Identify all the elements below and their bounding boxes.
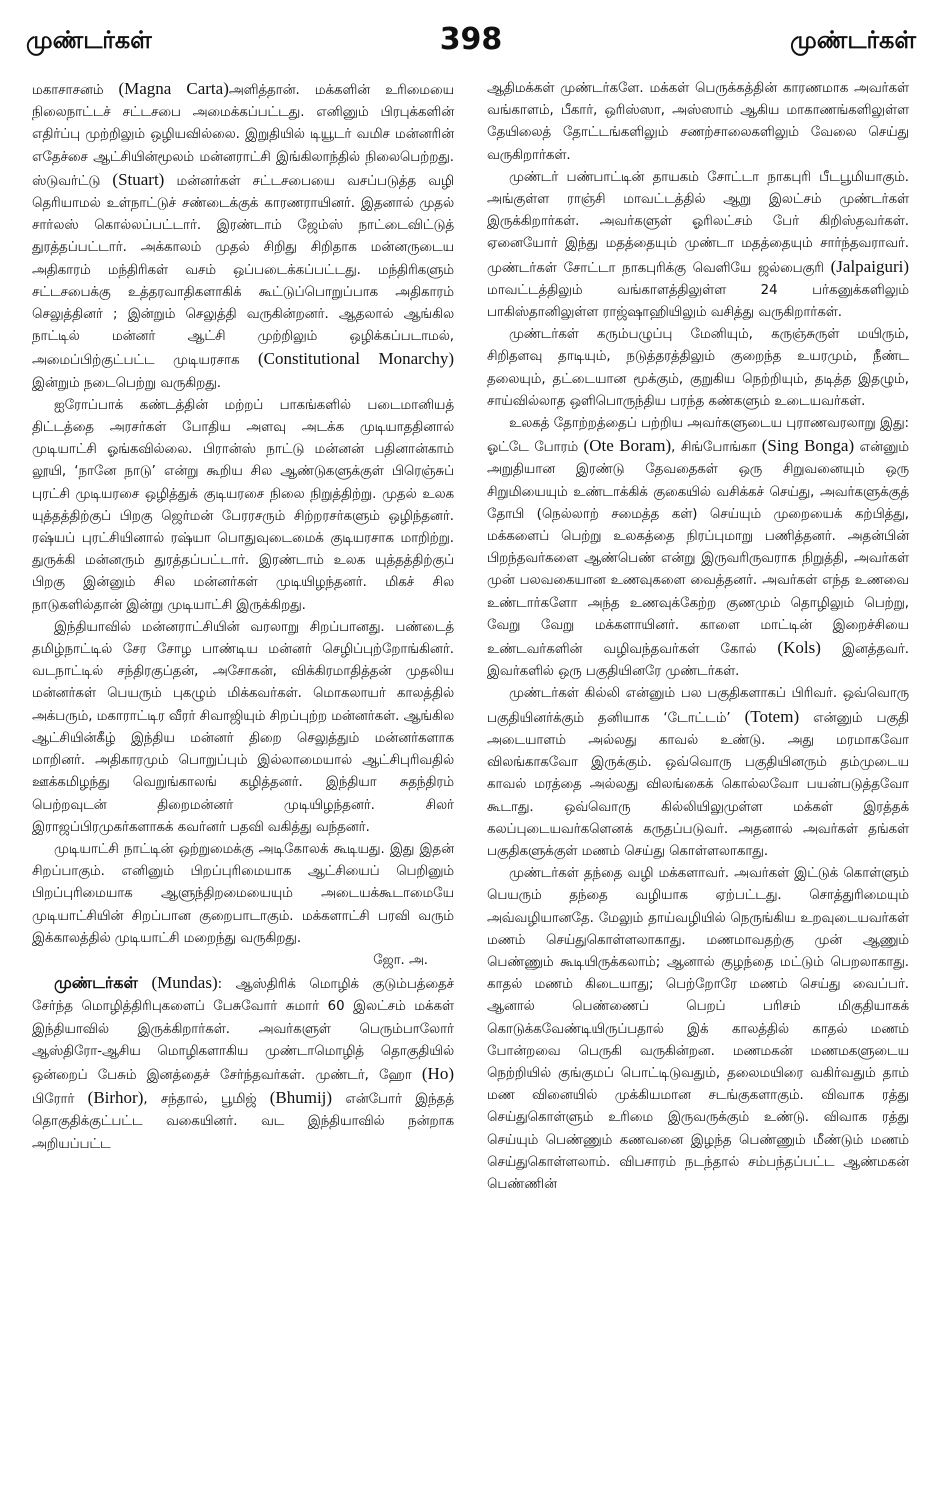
- page-number: 398: [439, 22, 503, 57]
- english-term: (Constitutional Monarchy): [257, 349, 455, 369]
- text-span: என்னும் அறுதியான இரண்டு தேவதைகள் ஒரு சிறுவனையும் ஒரு சிறுமியையும் உண்டாக்கிக் குகையில் வசிக்கச் செய்து, அவர்களுக்குத் தோபி (நெல்லாற் சமைத்த கள்) செய்யும் முறையைக் கற்பித்து, மக்களைப் பெற்று உலகத்தை நிரப்புமாறு பணித்தனர். அதன்பின் பிறந்தவர்களை ஆண்பெண் என்று இருவரிருவராக நிறுத்தி, அவர்கள் முன் பலவகையான உணவுகளை வைத்தனர். அவர்கள் எந்த உணவை உண்டார்களோ அந்த உணவுக்கேற்ற குணமும் தொழிலும் பெற்று, வேறு வேறு மக்களாயினர். காளை மாட்டின் இறைச்சியை உண்டவர்களின் வழிவந்தவர்கள் கோல்: [487, 440, 909, 658]
- paragraph-homeland: [487, 167, 909, 324]
- left-column: [32, 78, 454, 1156]
- english-term: (Totem): [744, 706, 800, 726]
- paragraph-india-monarchy: இந்தியாவில் மன்னராட்சியின் வரலாறு சிறப்பானது. பண்டைத் தமிழ்நாட்டில் சேர சோழ பாண்டிய மன்னர் செழிப்புற்றோங்கினர். வடநாட்டில் சந்திரகுப்தன், அசோகன், விக்கிரமாதித்தன் முதலிய மன்னர்கள் பெயரும் புகழும் மிக்கவர்கள். மொகலாயர் காலத்தில் அக்பரும், மகாராட்டிர வீரர் சிவாஜியும் சிறப்புற்ற மன்னர்கள். ஆங்கில ஆட்சியின்கீழ் இந்திய மன்னர் திறை செலுத்தும் மன்னர்களாக மாறினர். அதிகாரமும் பொறுப்பும் இல்லாமையால் ஆட்சிபுரிவதில் ஊக்கமிழந்து வெறுங்காலங் கழித்தனர். இந்தியா சுதந்திரம் பெற்றவுடன் திறைமன்னர் முடியிழந்தனர். சிலர் இராஜப்பிரமுகர்களாகக் கவர்னர் பதவி வகித்து வந்தனர்.: [32, 619, 454, 835]
- text-span: அளித்தான். மக்களின் உரிமையை நிலைநாட்டச் சட்டசபை அமைக்கப்பட்டது. எனினும் பிரபுக்களின் எதிர்ப்பு முற்றிலும் ஒழியவில்லை. இறுதியில் டியூடர் வமிச மன்னரின் எதேச்சை ஆட்சியின்மூலம் மன்னராட்சி இங்கிலாந்தில் நிலைபெற்றது. ஸ்டுவர்ட்டு: [32, 83, 454, 189]
- english-term: (Sing Bonga): [761, 436, 855, 456]
- paragraph-marriage: முண்டர்கள் தந்தை வழி மக்களாவர். அவர்கள் இட்டுக் கொள்ளும் பெயரும் தந்தை வழியாக ஏற்பட்டது. சொத்துரிமையும் அவ்வழியானதே. மேலும் தாய்வழியில் நெருங்கிய உறவுடையவர்கள் மணம் செய்துகொள்ளலாகாது. மணமாவதற்கு முன் ஆணும் பெண்ணும் கூடியிருக்கலாம்; ஆனால் குழந்தை மட்டும் பெறலாகாது. காதல் மணம் கிடையாது; பெற்றோரே மணம் செய்து வைப்பர். ஆனால் பெண்ணைப் பெறப் பரிசம் மிகுதியாகக் கொடுக்கவேண்டியிருப்பதால் இக் காலத்தில் காதல் மணம் போன்றவை பெருகி வருகின்றன. மணமகன் மணமகளுடைய நெற்றியில் குங்குமப் பொட்டிடுவதும், தலைமயிரை வகிர்வதும் தாம் மண வினையில் முக்கியமான சடங்குகளாகும். விவாக ரத்து செய்துகொள்ளும் உரிமை இருவருக்கும் உண்டு. விவாக ரத்து செய்யும் பெண்ணும் கணவனை இழந்த பெண்ணும் மீண்டும் மணம் செய்துகொள்ளலாம். விபசாரம் நடந்தால் சம்பந்தப்பட்ட ஆண்மகன் பெண்ணின்: [487, 866, 909, 1192]
- text-span: இனத்தவர். இவர்களில் ஒரு பகுதியினரே முண்டர்கள்.: [487, 642, 910, 680]
- entry-mundas-intro: [32, 972, 454, 1156]
- running-head-right: முண்டர்கள்: [790, 26, 916, 54]
- text-span: : ஆஸ்திரிக் மொழிக் குடும்பத்தைச் சேர்ந்த மொழித்திரிபுகளைப் பேசுவோர் சுமார் 60 இலட்சம் மக்கள் இந்தியாவில் இருக்கிறார்கள். அவர்களுள் பெரும்பாலோர் ஆஸ்திரோ-ஆசிய மொழிகளாகிய முண்டாமொழித் தொகுதியில் ஒன்றைப் பேசும் இனத்தைச் சேர்ந்தவர்கள். முண்டர், ஹோ: [32, 977, 454, 1083]
- running-head-left: முண்டர்கள்: [26, 26, 152, 54]
- text-span: மாவட்டத்திலும் வங்காளத்திலுள்ள 24 பர்கனுக்களிலும் பாகிஸ்தானிலுள்ள ராஜ்ஷாஹியிலும் வசித்து வருகிறார்கள்.: [487, 282, 909, 321]
- english-term: (Kols): [777, 638, 821, 658]
- english-term: (Ho): [421, 1063, 454, 1083]
- text-span: , சந்தால், பூமிஜ்: [143, 1092, 270, 1108]
- paragraph-munda-labour: ஆதிமக்கள் முண்டர்களே. மக்கள் பெருக்கத்தின் காரணமாக அவர்கள் வங்காளம், பீகார், ஒரிஸ்ஸா, அஸ்ஸாம் ஆகிய மாகாணங்களிலுள்ள தேயிலைத் தோட்டங்களிலும் சணற்சாலைகளிலும் வேலை செய்து வருகிறார்கள்.: [487, 81, 909, 163]
- entry-title-english: (Mundas): [137, 973, 218, 993]
- text-span: முண்டர்கள் கில்லி என்னும் பல பகுதிகளாகப் பிரிவர். ஒவ்வொரு பகுதியினர்க்கும் தனியாக ‘டோட்டம்’: [487, 686, 909, 726]
- paragraph-physical-traits: முண்டர்கள் கரும்பழுப்பு மேனியும், கருஞ்சுருள் மயிரும், சிறிதளவு தாடியும், நடுத்தரத்திலும் குறைந்த உயரமும், நீண்ட தலையும், தட்டையான மூக்கும், குறுகிய நெற்றியும், தடித்த இதழும், சாய்வில்லாத ஒளிபொருந்திய பரந்த கண்களும் உடையவர்கள்.: [487, 327, 909, 409]
- english-term: (Bhumij): [269, 1088, 333, 1108]
- english-term: (Ote Boram): [583, 436, 672, 456]
- text-span: மகாசாசனம்: [32, 83, 119, 98]
- paragraph-monarchy-merits: முடியாட்சி நாட்டின் ஒற்றுமைக்கு அடிகோலக் கூடியது. இது இதன் சிறப்பாகும். எனினும் பிறப்புரிமையாக ஆட்சியைப் பெறினும் பிறப்புரிமையாக ஆளுந்திறமையையும் அடையக்கூடாமையே முடியாட்சியின் சிறப்பான குறைபாடாகும். மக்களாட்சி பரவி வரும் இக்காலத்தில் முடியாட்சி மறைந்து வருகிறது.: [32, 841, 454, 946]
- english-term: (Magna Carta): [118, 79, 229, 98]
- paragraph-clans-totem: [487, 683, 909, 863]
- text-span: என்னும் பகுதி அடையாளம் அல்லது காவல் உண்டு. அது மரமாகவோ விலங்காகவோ இருக்கும். ஒவ்வொரு பகுதியினரும் தம்முடைய காவல் மரத்தை அல்லது விலங்கைக் கொல்லவோ பயன்படுத்தவோ கூடாது. ஒவ்வொரு கில்லியிலுமுள்ள மக்கள் இரத்தக் கலப்புடையவர்களெனக் கருதப்படுவர். அதனால் அவர்கள் தங்கள் பகுதிகளுக்குள் மணம் செய்து கொள்ளலாகாது.: [487, 710, 909, 859]
- english-term: (Stuart): [112, 169, 165, 189]
- paragraph-europe: ஐரோப்பாக் கண்டத்தின் மற்றப் பாகங்களில் படைமானியத் திட்டத்தை அரசர்கள் போதிய அளவு அடக்க முடியாததினால் முடியாட்சி ஓங்கவில்லை. பிரான்ஸ் நாட்டு மன்னன் பதினான்காம் லூயி, ‘நானே நாடு’ என்று கூறிய சில ஆண்டுகளுக்குள் பிரெஞ்சுப் புரட்சி முடியரசை ஒழித்துக் குடியரசை நிலை நிறுத்திற்று. முதல் உலக யுத்தத்திற்குப் பிறகு ஜெர்மன் பேரரசரும் சிற்றரசர்களும் ஒழிந்தனர். ரஷ்யப் புரட்சியினால் ரஷ்யா பொதுவுடைமைக் குடியரசாக மாறிற்று. துருக்கி மன்னரும் துரத்தப்பட்டார். இரண்டாம் உலக யுத்தத்திற்குப் பிறகு இன்னும் சில மன்னர்கள் முடியிழந்தனர். மிகச் சில நாடுகளில்தான் இன்று முடியாட்சி இருக்கிறது.: [32, 397, 454, 613]
- paragraph-creation-myth: [487, 413, 909, 683]
- text-span: மன்னர்கள் சட்டசபையை வசப்படுத்த வழி தெரியாமல் உள்நாட்டுச் சண்டைக்குக் காரணராயினர். இதனால் முதல் சார்லஸ் கொல்லப்பட்டார். இரண்டாம் ஜேம்ஸ் நாட்டைவிட்டுத் துரத்தப்பட்டார். அக்காலம் முதல் சிறிது சிறிதாக மன்னருடைய அதிகாரம் மந்திரிகள் வசம் ஒப்படைக்கப்பட்டது. மந்திரிகளும் சட்டசபைக்கு உத்தரவாதிகளாகிக் கூட்டுப்பொறுப்பாக அதிகாரம் செலுத்தினர் ; இன்றும் செலுத்தி வருகின்றனர். ஆதலால் ஆங்கில நாட்டில் மன்னர் ஆட்சி முற்றிலும் ஒழிக்கப்படாமல், அமைப்பிற்குட்பட்ட முடியரசாக: [32, 173, 454, 369]
- text-span: பிரோர்: [32, 1092, 88, 1108]
- entry-title: முண்டர்கள்: [54, 973, 138, 993]
- right-column: [487, 78, 909, 1196]
- text-span: உலகத் தோற்றத்தைப் பற்றிய அவர்களுடைய புராணவரலாறு இது: ஓட்டே போரம்: [487, 416, 909, 456]
- text-span: முண்டர் பண்பாட்டின் தாயகம் சோட்டா நாகபுரி பீடபூமியாகும். அங்குள்ள ராஞ்சி மாவட்டத்தில் ஆறு இலட்சம் முண்டர்கள் இருக்கிறார்கள். அவர்களுள் ஓரிலட்சம் பேர் கிறிஸ்தவர்கள். ஏனையோர் இந்து மதத்தையும் முண்டா மதத்தையும் சார்ந்தவராவர். முண்டர்கள் சோட்டா நாகபுரிக்கு வெளியே ஜல்பைகுரி: [487, 169, 909, 276]
- text-span: இன்றும் நடைபெற்று வருகிறது.: [32, 375, 221, 391]
- text-span: , சிங்போங்கா: [671, 440, 762, 456]
- paragraph-magna-carta: [32, 78, 454, 395]
- text-span: என்போர் இந்தத் தொகுதிக்குட்பட்ட வகையினர். வட இந்தியாவில் நன்றாக அறியப்பட்ட: [32, 1092, 454, 1152]
- author-signature: ஜோ. அ.: [373, 952, 428, 968]
- page-header: [26, 22, 916, 62]
- english-term: (Jalpaiguri): [830, 256, 909, 276]
- english-term: (Birhor): [87, 1088, 144, 1108]
